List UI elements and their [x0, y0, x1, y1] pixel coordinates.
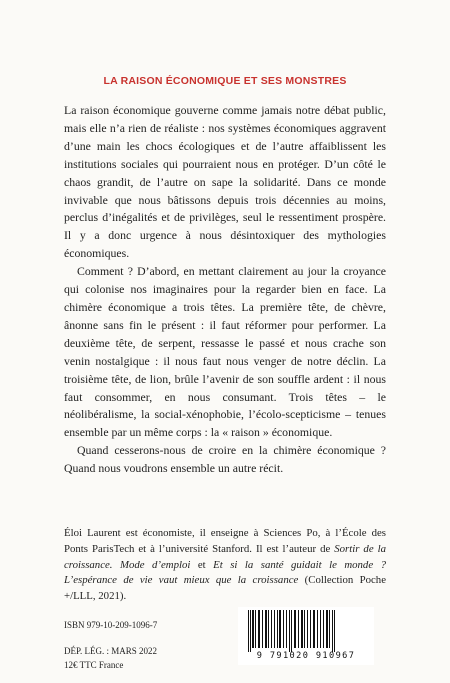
author-bio-sep: et — [190, 558, 214, 571]
barcode-bar — [286, 610, 287, 648]
barcode-bar — [294, 610, 296, 648]
barcode-bar — [283, 610, 284, 648]
author-book-2: Et si la santé guidait le monde ? L’espérance de vie vaut mieux que la croissance — [64, 558, 386, 587]
barcode-bar — [307, 610, 308, 648]
barcode-bar — [304, 610, 305, 648]
barcode-bar — [310, 610, 311, 648]
barcode-bar — [252, 610, 254, 648]
book-title: LA RAISON ÉCONOMIQUE ET SES MONSTRES — [103, 75, 347, 87]
barcode-bar — [255, 610, 256, 648]
barcode-bar — [332, 610, 333, 652]
author-bio-text — [64, 526, 386, 605]
barcode-bar — [317, 610, 318, 648]
barcode-bar — [262, 610, 263, 648]
barcode-bar — [265, 610, 267, 648]
barcode-bar — [268, 610, 269, 648]
barcode-bar — [326, 610, 328, 648]
barcode-bar — [291, 610, 292, 652]
barcode-bar — [323, 610, 324, 648]
depot-legal: DÉP. LÉG. : MARS 2022 — [64, 646, 158, 656]
barcode-bar — [334, 610, 335, 652]
paragraph-1: La raison économique gouverne comme jamais notre débat public, mais elle n’a rien de réaliste : nos systèmes économiques aggravent d’une main les chocs écologiques et de l’autre affaiblissent les institutions sociales qui pourraient nous en protéger. D’un côté le chaos grandit, de l’autre on sape la solidarité. Dans ce monde invivable que nous bâtissons depuis trois décennies au moins, perclus d’inégalités et de privilèges, seul le ressentiment prospère. Il y a donc urgence à nous désintoxiquer des mythologies économiques. — [64, 103, 386, 261]
barcode-bar — [274, 610, 275, 648]
barcode-bar — [320, 610, 321, 648]
barcode-digits: 9 791020 910967 — [256, 651, 356, 661]
barcode-bar — [313, 610, 315, 648]
barcode-bar — [301, 610, 303, 648]
barcode-bar — [250, 610, 251, 652]
barcode-bar — [279, 610, 281, 648]
author-bio-outro: (Collection Poche +/LLL, 2021). — [64, 574, 386, 603]
price: 12€ TTC France — [64, 659, 124, 670]
barcode-bar — [271, 610, 272, 648]
barcode-bar — [329, 610, 330, 648]
author-bio — [64, 526, 386, 605]
barcode-bar — [289, 610, 290, 652]
barcode-bar — [298, 610, 299, 648]
barcode-bar — [258, 610, 260, 648]
barcode-bar — [248, 610, 249, 652]
paragraph-2: Comment ? D’abord, en mettant clairement au jour la croyance qui colonise nos imaginaires pour la regarder bien en face. La chimère économique a trois têtes. La première tête, de chèvre, ânonne sans fin le présent : il faut réformer pour performer. La deuxième tête, de serpent, ressasse le passé et nous crache son venin nostalgique : il nous faut nous venger de notre déclin. La troisième tête, de lion, brûle l’avenir de son souffle ardent : il nous faut consommer, en nous consumant. Trois têtes – le néolibéralisme, la social-xénophobie, l’écolo-scepticisme – tenues ensemble par un même corps : la « raison » économique. — [64, 264, 386, 440]
barcode — [238, 607, 374, 665]
paragraph-3: Quand cesserons-nous de croire en la chimère économique ? Quand nous voudrons ensemble un autre récit. — [64, 443, 386, 476]
legal-info — [64, 645, 157, 672]
barcode-bars — [242, 610, 370, 652]
author-book-1: Sortir de la croissance. Mode d’emploi — [64, 542, 387, 571]
author-bio-intro: Éloi Laurent est économiste, il enseigne à Sciences Po, à l’École des Ponts ParisTech et à l’université Stanford. Il est l’auteur de — [64, 527, 386, 555]
barcode-bar — [277, 610, 278, 648]
isbn: ISBN 979-10-209-1096-7 — [64, 620, 158, 630]
back-cover-text — [64, 102, 386, 478]
